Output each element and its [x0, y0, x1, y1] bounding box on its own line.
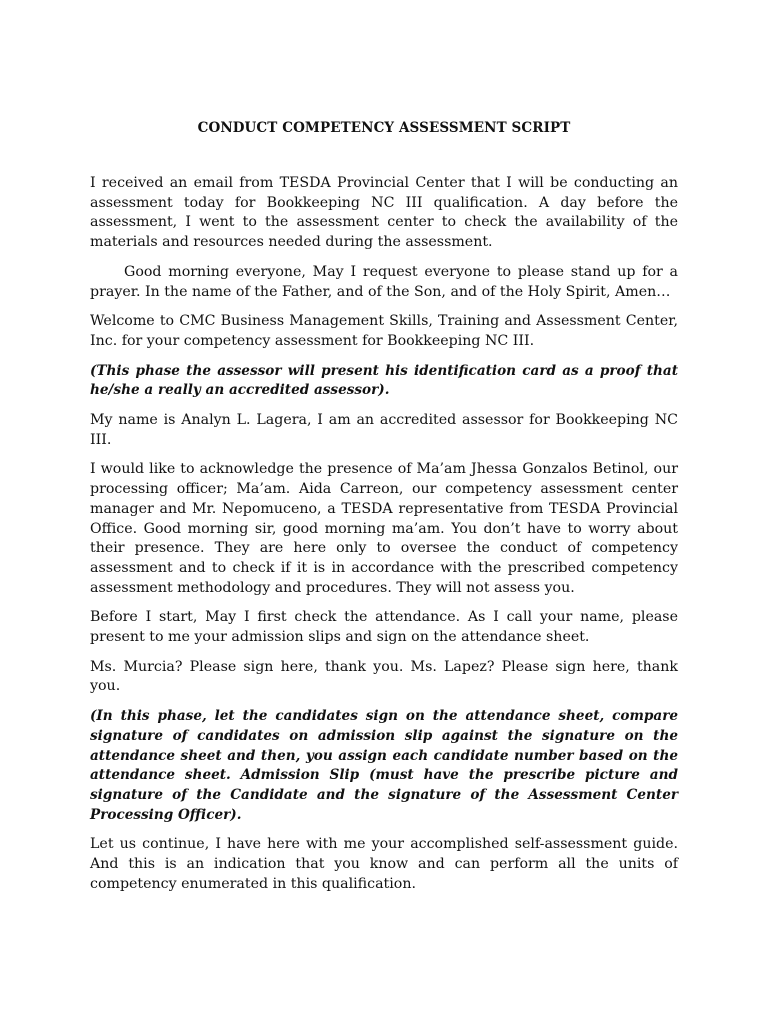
document-title: CONDUCT COMPETENCY ASSESSMENT SCRIPT	[197, 120, 571, 136]
paragraph-acknowledgement: I would like to acknowledge the presence of Ma’am Jhessa Gonzalos Betinol, our processing officer; Ma’am. Aida Carreon, our competency assessment center manager and Mr. Nepomuceno, a TESDA representative from TESDA Provincial Office. Good morning sir, good morning ma’am. You don’t have to worry about their presence. They are here only to oversee the conduct of competency assessment and to check if it is in accordance with the prescribed competency assessment methodology and procedures. They will not assess you.	[90, 461, 678, 596]
paragraph-assessor-name: My name is Analyn L. Lagera, I am an accredited assessor for Bookkeeping NC III.	[90, 412, 678, 448]
paragraph-welcome: Welcome to CMC Business Management Skills, Training and Assessment Center, Inc. for your competency assessment for Bookkeeping NC III.	[90, 313, 678, 349]
paragraph-roll-call: Ms. Murcia? Please sign here, thank you. Ms. Lapez? Please sign here, thank you.	[90, 658, 678, 695]
paragraph-greeting-prayer: Good morning everyone, May I request everyone to please stand up for a prayer. In the name of the Father, and of the Son, and of the Holy Spirit, Amen…	[90, 263, 678, 300]
instruction-identification: (This phase the assessor will present his identification card as a proof that he/she a really an accredited assessor).	[90, 362, 678, 399]
document-page	[90, 118, 678, 905]
paragraph-self-assessment: Let us continue, I have here with me your accomplished self-assessment guide. And this is an indication that you know and can perform all the units of competency enumerated in this qualification.	[90, 836, 678, 892]
instruction-attendance-sheet: (In this phase, let the candidates sign on the attendance sheet, compare signature of candidates on admission slip against the signature on the attendance sheet and then, you assign each candidate number based on the attendance sheet. Admission Slip (must have the prescribe picture and signature of the Candidate and the signature of the Assessment Center Processing Officer).	[90, 708, 678, 823]
paragraph-attendance: Before I start, May I first check the attendance. As I call your name, please present to me your admission slips and sign on the attendance sheet.	[90, 609, 678, 646]
paragraph-intro: I received an email from TESDA Provincial Center that I will be conducting an assessment today for Bookkeeping NC III qualification. A day before the assessment, I went to the assessment center to check the availability of the materials and resources needed during the assessment.	[90, 175, 678, 251]
